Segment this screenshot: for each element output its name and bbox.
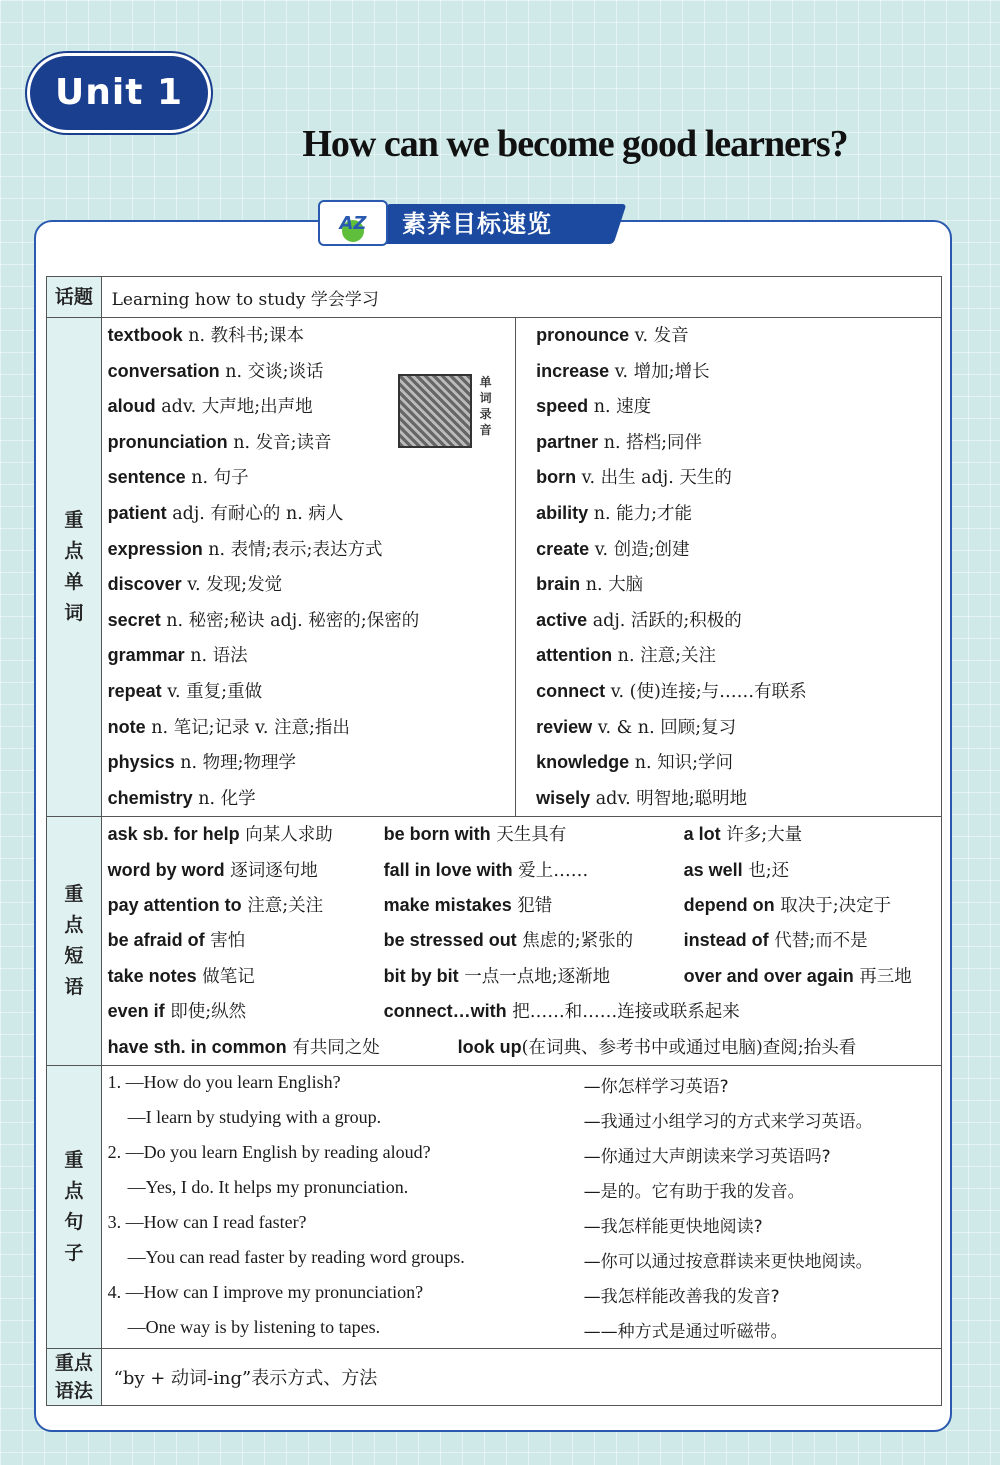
topic-row (47, 277, 942, 318)
phrase-en: a lot (683, 824, 721, 845)
phrase-en: pay attention to (107, 895, 242, 916)
phrases-row (47, 817, 942, 1066)
phrase-entry (684, 857, 790, 882)
phrase-entry (384, 963, 610, 988)
word-entry (536, 710, 941, 746)
word-definition: n. 知识;学问 (629, 753, 733, 774)
word-entry (108, 710, 515, 746)
phrase-en: make mistakes (383, 895, 512, 916)
word-entry (536, 674, 941, 710)
section-banner (318, 200, 618, 246)
phrase-entry (384, 857, 589, 882)
phrase-zh: 做笔记 (196, 967, 255, 988)
word-term: note (107, 716, 146, 737)
word-definition: n. 表情;表示;表达方式 (202, 539, 383, 560)
sentences-row (47, 1066, 942, 1349)
word-term: connect (536, 680, 606, 701)
phrase-entry (108, 963, 255, 988)
phrase-en: depend on (683, 895, 775, 916)
phrases-cell (101, 817, 941, 1066)
phrase-en: instead of (683, 930, 769, 951)
sentences-label: 重 点 句 子 (47, 1066, 102, 1349)
word-term: physics (107, 752, 175, 773)
az-logo-icon: AZ (318, 200, 388, 246)
phrase-entry (384, 998, 740, 1023)
word-definition: adj. 有耐心的 n. 病人 (166, 503, 344, 524)
sentence-en: —One way is by listening to tapes. (127, 1317, 381, 1338)
word-definition: v. 重复;重做 (161, 681, 263, 702)
word-term: active (536, 609, 588, 630)
word-definition: n. 句子 (185, 468, 249, 489)
word-term: textbook (107, 325, 183, 345)
word-definition: adv. 明智地;聪明地 (590, 788, 748, 809)
word-term: wisely (536, 787, 591, 808)
phrase-zh: 有共同之处 (286, 1038, 380, 1059)
word-definition: n. 注意;关注 (612, 646, 716, 667)
phrase-zh: 也;还 (742, 861, 790, 882)
phrase-zh: (在词典、参考书中或通过电脑)查阅;抬头看 (521, 1038, 857, 1059)
phrase-entry (684, 821, 802, 846)
word-definition: n. 化学 (192, 788, 256, 809)
phrase-zh: 代替;而不是 (768, 931, 868, 952)
phrase-entry (384, 927, 634, 952)
word-definition: n. 速度 (588, 397, 652, 418)
word-term: ability (536, 502, 589, 523)
phrase-zh: 犯错 (511, 896, 553, 917)
words-row (47, 318, 942, 817)
phrases-label: 重 点 短 语 (47, 817, 102, 1066)
phrase-zh: 爱上…… (512, 861, 589, 882)
words-left-column (101, 318, 515, 817)
word-term: discover (107, 574, 182, 595)
word-term: knowledge (536, 752, 630, 773)
word-definition: v. 创造;创建 (589, 539, 690, 560)
sentence-zh: —我通过小组学习的方式来学习英语。 (583, 1112, 873, 1133)
word-entry (108, 638, 515, 674)
word-entry (536, 781, 941, 817)
sentence-zh: —你通过大声朗读来学习英语吗? (583, 1147, 831, 1168)
phrase-en: word by word (107, 860, 225, 881)
phrase-entry (684, 963, 912, 988)
word-definition: n. 物理;物理学 (174, 753, 297, 774)
word-definition: adv. 大声地;出声地 (155, 397, 313, 418)
summary-table (46, 276, 942, 1406)
phrase-en: be born with (383, 824, 491, 845)
unit-badge: Unit 1 (30, 56, 208, 130)
sentence-zh: —是的。它有助于我的发音。 (583, 1182, 805, 1203)
word-term: increase (536, 360, 610, 381)
words-right-column (516, 318, 942, 817)
word-term: secret (107, 609, 161, 630)
word-entry (108, 745, 515, 781)
sentence-zh: —你可以通过按意群读来更快地阅读。 (583, 1252, 873, 1273)
word-entry (536, 354, 941, 390)
word-term: speed (536, 396, 589, 417)
word-entry (536, 638, 941, 674)
sentences-cell (101, 1066, 941, 1349)
phrase-en: connect…with (383, 1001, 507, 1022)
word-term: review (536, 716, 593, 737)
word-definition: n. 搭档;同伴 (598, 432, 702, 453)
grammar-content: “by + 动词-ing”表示方式、方法 (101, 1349, 941, 1406)
word-term: patient (107, 502, 167, 523)
phrase-entry (684, 892, 891, 917)
sentence-en: 3. —How can I read faster? (107, 1212, 307, 1233)
phrase-zh: 害怕 (204, 931, 246, 952)
phrase-zh: 焦虑的;紧张的 (516, 931, 634, 952)
word-definition: n. 发音;读音 (227, 432, 332, 453)
word-term: partner (536, 431, 599, 452)
phrase-entry (108, 927, 246, 952)
words-label: 重 点 单 词 (47, 318, 102, 817)
sentence-en: 4. —How can I improve my pronunciation? (107, 1282, 424, 1303)
phrase-en: be stressed out (383, 930, 517, 951)
phrase-en: as well (683, 860, 743, 881)
word-definition: adj. 活跃的;积极的 (587, 610, 742, 631)
word-entry (536, 496, 941, 532)
phrase-zh: 再三地 (853, 967, 912, 988)
phrase-en: ask sb. for help (107, 824, 240, 845)
phrase-en: over and over again (683, 966, 854, 987)
word-entry (108, 781, 515, 817)
word-definition: v. 增加;增长 (609, 361, 710, 382)
word-entry (536, 532, 941, 568)
word-term: attention (536, 645, 613, 666)
phrase-zh: 取决于;决定于 (774, 896, 892, 917)
phrase-entry (384, 821, 567, 846)
word-term: pronounce (536, 325, 630, 345)
phrase-entry (684, 927, 868, 952)
sentence-en: 2. —Do you learn English by reading aloud? (107, 1142, 431, 1163)
sentence-zh: —我怎样能改善我的发音? (583, 1287, 780, 1308)
phrase-en: look up (457, 1037, 522, 1058)
qr-code-icon[interactable] (398, 374, 472, 448)
word-entry (536, 318, 941, 354)
phrase-en: take notes (107, 966, 197, 987)
phrase-zh: 注意;关注 (241, 896, 324, 917)
phrase-entry (108, 857, 318, 882)
phrase-zh: 把……和……连接或联系起来 (506, 1002, 740, 1023)
phrase-entry (384, 892, 553, 917)
word-entry (108, 532, 515, 568)
word-definition: n. 交谈;谈话 (219, 361, 324, 382)
word-entry (108, 603, 515, 639)
qr-label: 单词录音 (479, 375, 492, 437)
sentence-en: —I learn by studying with a group. (127, 1107, 382, 1128)
word-term: expression (107, 538, 203, 559)
word-entry (108, 460, 515, 496)
word-term: repeat (107, 680, 162, 701)
word-entry (536, 460, 941, 496)
word-entry (108, 496, 515, 532)
word-term: create (536, 538, 590, 559)
phrase-en: even if (107, 1001, 165, 1022)
sentence-zh: —我怎样能更快地阅读? (583, 1217, 763, 1238)
word-term: aloud (107, 396, 156, 417)
banner-title: 素养目标速览 (402, 210, 552, 238)
word-definition: n. 大脑 (580, 575, 644, 596)
phrase-en: fall in love with (383, 860, 513, 881)
sentence-en: —You can read faster by reading word groups. (127, 1247, 465, 1268)
page-title: How can we become good learners? (302, 123, 848, 165)
word-definition: n. 秘密;秘诀 adj. 秘密的;保密的 (160, 610, 420, 631)
word-entry (108, 674, 515, 710)
word-entry (536, 745, 941, 781)
word-definition: v. 出生 adj. 天生的 (576, 468, 732, 489)
word-definition: n. 能力;才能 (588, 503, 692, 524)
word-definition: n. 教科书;课本 (182, 326, 305, 346)
phrase-en: have sth. in common (107, 1037, 287, 1058)
word-definition: n. 语法 (184, 646, 248, 667)
grammar-row (47, 1349, 942, 1406)
word-term: pronunciation (107, 431, 228, 452)
word-definition: v. 发现;发觉 (181, 575, 283, 596)
word-term: brain (536, 574, 581, 595)
word-entry (536, 567, 941, 603)
topic-label: 话题 (47, 277, 102, 318)
phrase-en: bit by bit (383, 966, 459, 987)
grammar-label: 重点 语法 (47, 1349, 102, 1406)
sentence-zh: ——种方式是通过听磁带。 (583, 1322, 788, 1343)
word-entry (536, 389, 941, 425)
word-term: chemistry (107, 787, 193, 808)
word-term: grammar (107, 645, 185, 666)
phrase-zh: 向某人求助 (239, 825, 333, 846)
sentence-zh: —你怎样学习英语? (583, 1077, 729, 1098)
word-entry (536, 425, 941, 461)
word-definition: v. 发音 (629, 326, 689, 346)
phrase-zh: 逐词逐句地 (224, 861, 318, 882)
phrase-entry (108, 892, 323, 917)
phrase-entry (458, 1034, 857, 1059)
word-definition: v. (使)连接;与……有联系 (605, 681, 807, 702)
word-term: born (536, 467, 577, 488)
phrase-zh: 即使;纵然 (164, 1002, 247, 1023)
phrase-zh: 许多;大量 (720, 825, 803, 846)
word-term: conversation (107, 360, 220, 381)
phrase-en: be afraid of (107, 930, 205, 951)
word-entry (108, 318, 515, 354)
phrase-entry (108, 998, 247, 1023)
word-entry (108, 567, 515, 603)
phrase-entry (108, 821, 333, 846)
phrase-entry (108, 1034, 380, 1059)
phrase-zh: 天生具有 (490, 825, 567, 846)
topic-content: Learning how to study 学会学习 (101, 277, 941, 318)
word-definition: v. & n. 回顾;复习 (592, 717, 737, 738)
sentence-en: —Yes, I do. It helps my pronunciation. (127, 1177, 409, 1198)
word-entry (536, 603, 941, 639)
word-definition: n. 笔记;记录 v. 注意;指出 (145, 717, 350, 738)
sentence-en: 1. —How do you learn English? (107, 1072, 341, 1093)
phrase-zh: 一点一点地;逐渐地 (458, 967, 611, 988)
word-term: sentence (107, 467, 186, 488)
